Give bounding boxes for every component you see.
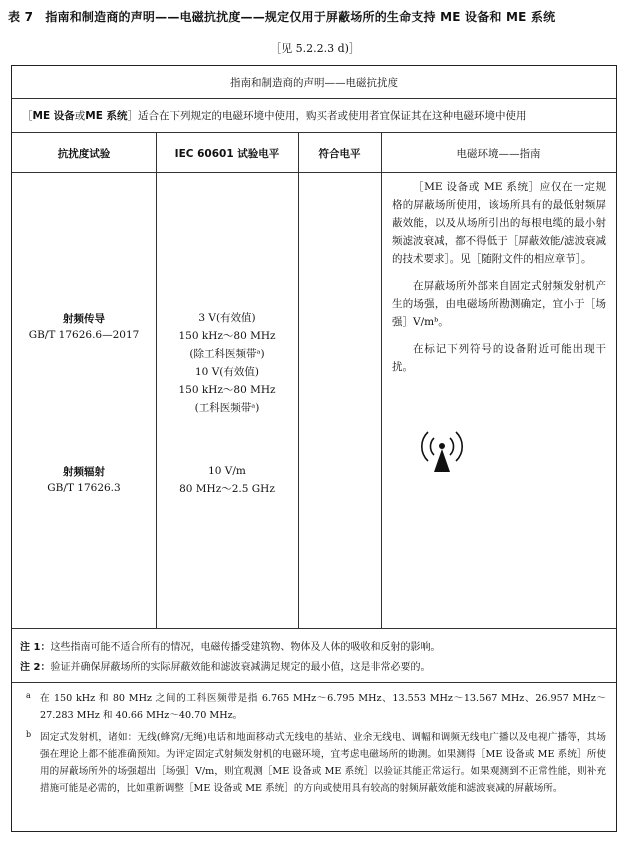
level-line: (工科医频带ᵃ) — [194, 402, 260, 414]
table-title: 表 7 指南和制造商的声明——电磁抗扰度——规定仅用于屏蔽场所的生命支持 ME 设备和 ME 系统 — [8, 10, 556, 24]
level-line: 150 kHz～80 MHz — [178, 384, 276, 396]
intro-bold-2: ME 系统 — [85, 110, 128, 122]
footnote-mark: a — [26, 691, 31, 700]
level-line: 80 MHz～2.5 GHz — [179, 483, 275, 495]
test-levels-radiated — [156, 462, 298, 498]
intro-prefix: ［ — [22, 110, 33, 122]
intro-text — [22, 108, 612, 123]
test-standard-radiated: GB/T 17626.3 — [47, 482, 121, 494]
intro-bold-1: ME 设备 — [32, 110, 75, 122]
column-header-environment: 电磁环境——指南 — [456, 148, 541, 160]
level-line: 10 V/m — [208, 465, 246, 477]
non-ionizing-radiation-icon — [412, 426, 472, 478]
column-header-compliance: 符合电平 — [318, 148, 361, 160]
column-header-test-level: IEC 60601 试验电平 — [174, 148, 280, 160]
guidance-paragraph-3: 在标记下列符号的设备附近可能出现干扰。 — [392, 343, 606, 373]
footnote-b: b 固定式发射机，诸如：无线(蜂窝/无绳)电话和地面移动式无线电的基站、业余无线电、调幅和调频无线电广播以及电视广播等，其场强在理论上都不能准确预知。为评定固定式射频发射机的电磁环境，宜考虑电磁场所的勘测。如果测得［ME 设备或 ME 系统］所使用的屏蔽场所外的场强超出［场强］V/m，则宜观测［ME 设备或 ME 系统］以验证其能正常运行。如果观测到不正常性能，则补充措施可能是必需的，比如重新调整［ME 设备或 ME 系统］的方向或使用具有较高的射频屏蔽效能和滤波衰减的屏蔽场所。 — [40, 729, 606, 797]
footnote-a: a 在 150 kHz 和 80 MHz 之间的工科医频带是指 6.765 MHz～6.795 MHz、13.553 MHz～13.567 MHz、26.957 MHz～27.283 MHz 和 40.66 MHz～40.70 MHz。 — [40, 690, 606, 724]
guidance-paragraph-2: 在屏蔽场所外部来自固定式射频发射机产生的场强，由电磁场所勘测确定，宜小于［场强］V/mᵇ。 — [392, 280, 606, 328]
level-line: 10 V(有效值) — [195, 366, 259, 378]
level-line: 150 kHz～80 MHz — [178, 330, 276, 342]
clause-reference: ［见 5.2.2.3 d)］ — [270, 42, 360, 55]
test-name-radiated-rf: 射频辐射 — [63, 466, 105, 478]
declaration-title: 指南和制造商的声明——电磁抗扰度 — [230, 77, 398, 89]
test-levels-conducted — [156, 309, 298, 417]
test-name-conducted-rf: 射频传导 — [63, 313, 105, 325]
level-line: (除工科医频带ᵃ) — [189, 348, 265, 360]
test-standard-conducted: GB/T 17626.6—2017 — [28, 329, 140, 341]
column-header-test: 抗扰度试验 — [57, 148, 111, 160]
intro-mid: 或 — [74, 110, 86, 122]
environment-guidance — [392, 178, 606, 385]
intro-suffix: ］适合在下列规定的电磁环境中使用，购买者或使用者宜保证其在这种电磁环境中使用 — [127, 110, 527, 122]
footnote-mark: b — [26, 730, 32, 739]
note-2: 注 2：验证并确保屏蔽场所的实际屏蔽效能和滤波衰减满足规定的最小值，这是非常必要的。 — [20, 662, 431, 673]
declaration-table — [11, 65, 617, 832]
guidance-paragraph-1: ［ME 设备或 ME 系统］应仅在一定规格的屏蔽场所使用，该场所具有的最低射频屏蔽效能，以及从场所引出的每根电缆的最小射频滤波衰减，都不得低于［屏蔽效能/滤波衰减的技术要求］。见［随附文件的相应章节］。 — [392, 181, 606, 265]
note-1: 注 1：这些指南可能不适合所有的情况，电磁传播受建筑物、物体及人体的吸收和反射的影响。 — [20, 642, 441, 653]
level-line: 3 V(有效值) — [198, 312, 256, 324]
